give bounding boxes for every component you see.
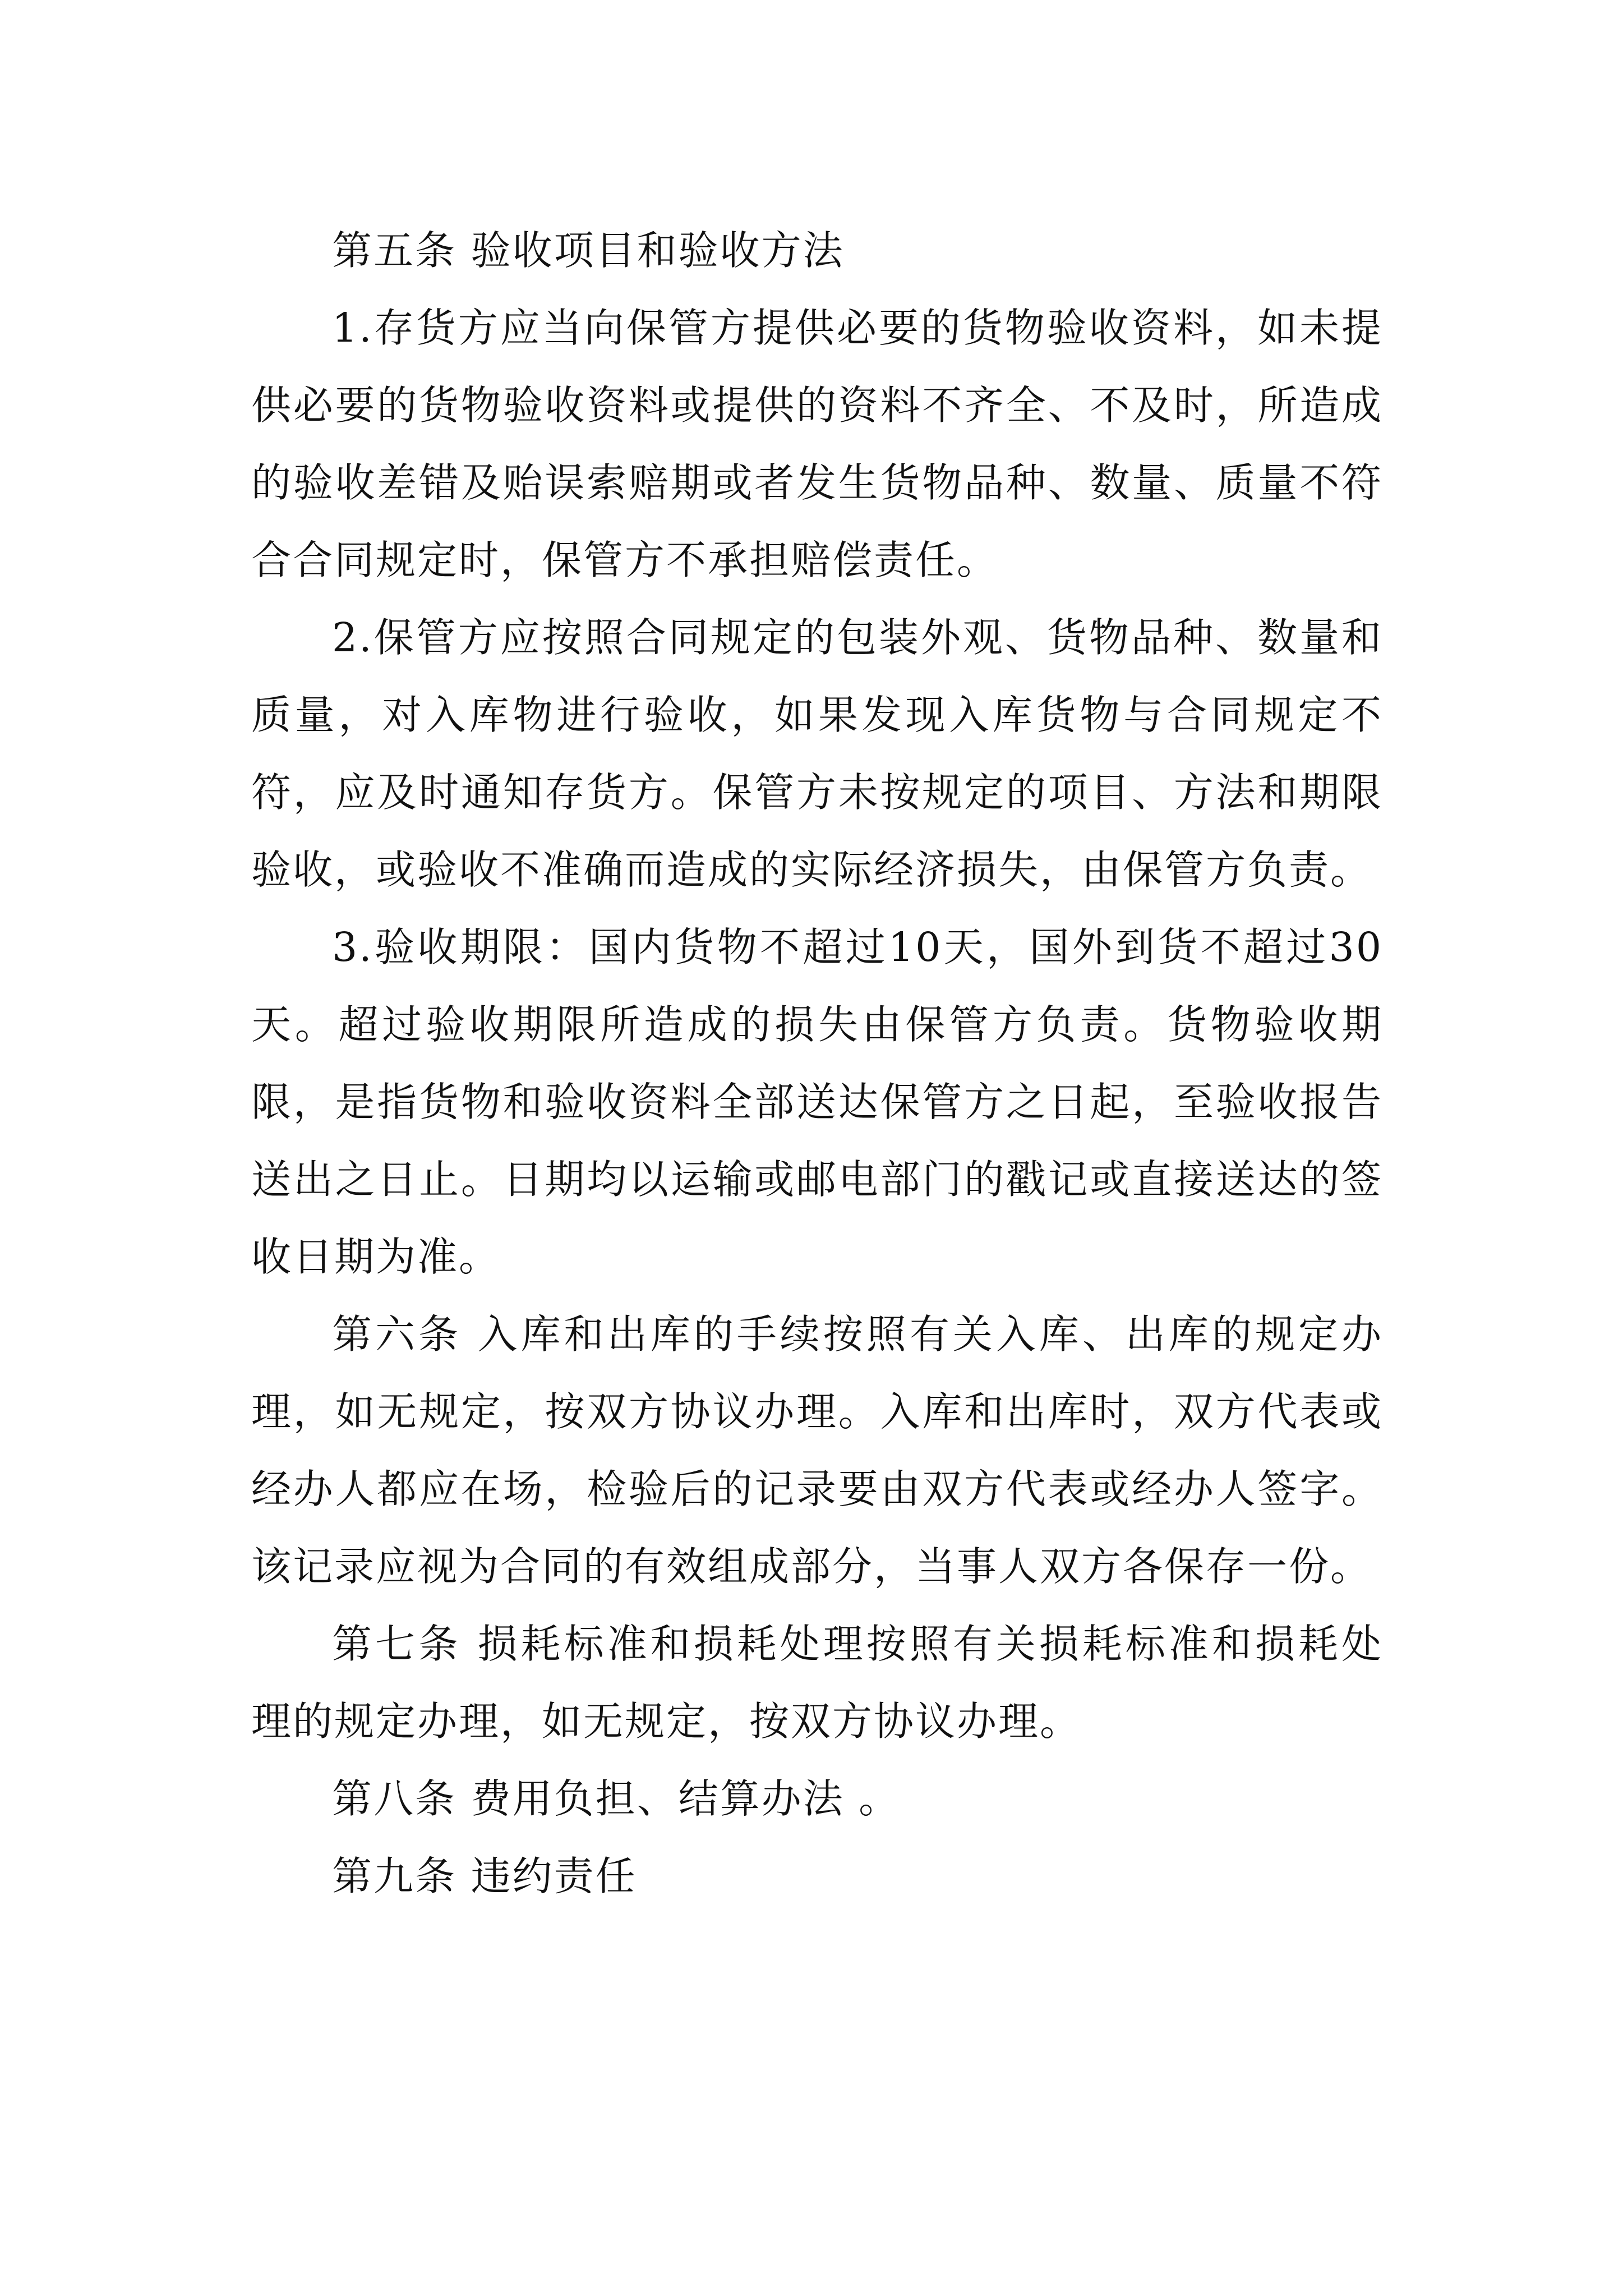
article-9-heading: 第九条 违约责任 [332,1853,637,1899]
document-body [251,212,1383,1915]
article-6-paragraph: 第六条 入库和出库的手续按照有关入库、出库的规定办理，如无规定，按双方协议办理。入库和出库时，双方代表或经办人都应在场，检验后的记录要由双方代表或经办人签字。该记录应视为合同的有效组成部分，当事人双方各保存一份。 [251,1311,1383,1590]
article-5-clause-1: 1.存货方应当向保管方提供必要的货物验收资料，如未提供必要的货物验收资料或提供的资料不齐全、不及时，所造成的验收差错及贻误索赔期或者发生货物品种、数量、质量不符合合同规定时，保管方不承担赔偿责任。 [251,305,1383,583]
article-5-clause-2: 2.保管方应按照合同规定的包装外观、货物品种、数量和质量，对入库物进行验收，如果发现入库货物与合同规定不符，应及时通知存货方。保管方未按规定的项目、方法和期限验收，或验收不准确而造成的实际经济损失，由保管方负责。 [251,614,1383,893]
article-5-heading: 第五条 验收项目和验收方法 [332,227,845,274]
article-5-clause-3: 3.验收期限：国内货物不超过10天，国外到货不超过30天。超过验收期限所造成的损失由保管方负责。货物验收期限，是指货物和验收资料全部送达保管方之日起，至验收报告送出之日止。日期均以运输或邮电部门的戳记或直接送达的签收日期为准。 [251,924,1383,1280]
article-7-paragraph: 第七条 损耗标准和损耗处理按照有关损耗标准和损耗处理的规定办理，如无规定，按双方协议办理。 [251,1621,1383,1745]
article-8-paragraph: 第八条 费用负担、结算办法 。 [332,1775,901,1822]
